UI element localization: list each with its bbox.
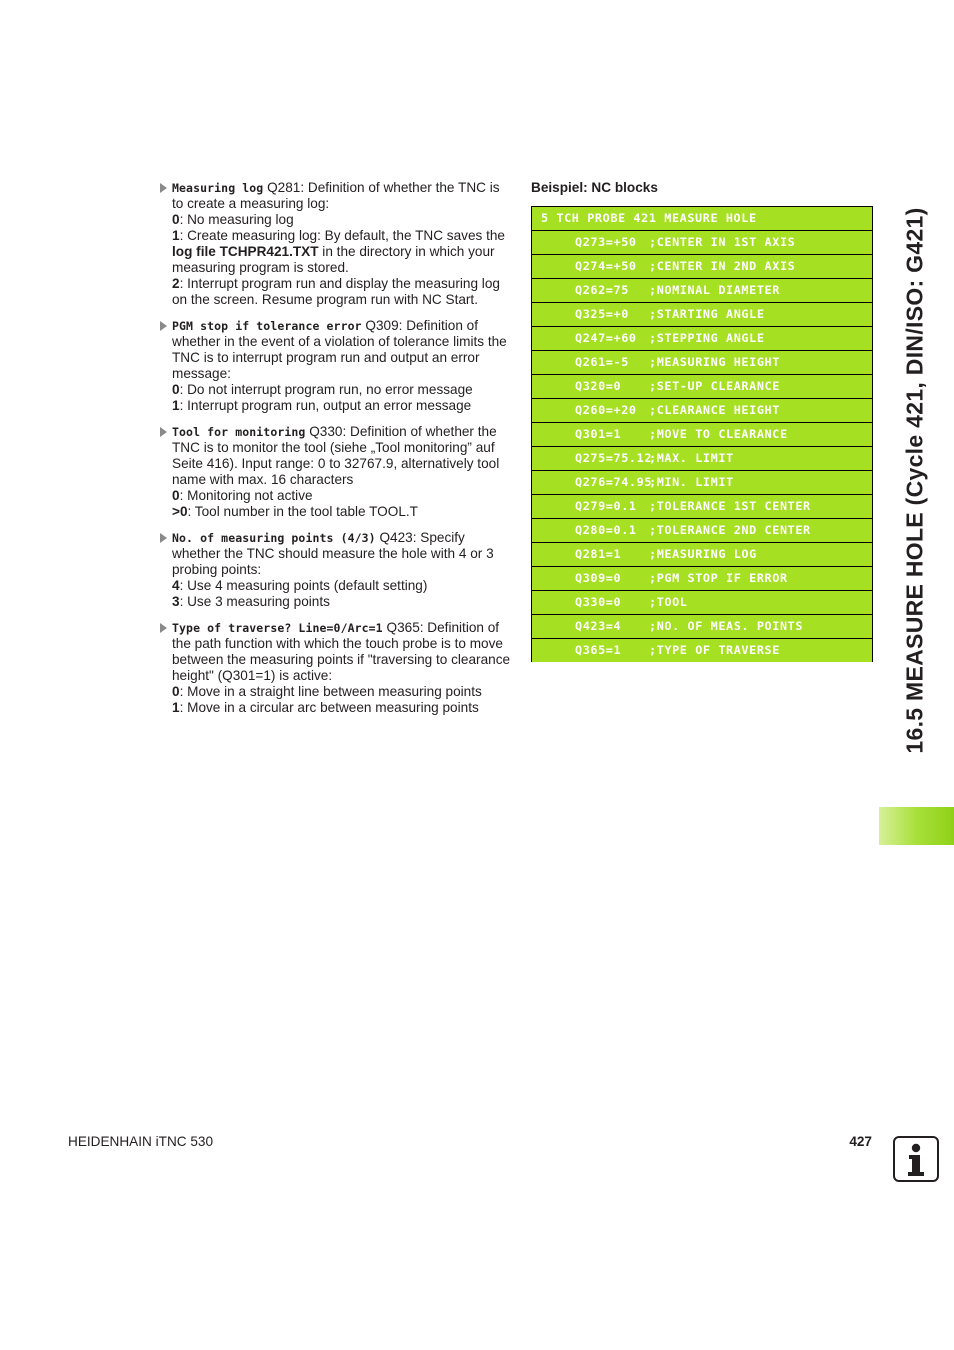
parameter-option: [172, 488, 514, 504]
option-key: 1: [172, 398, 180, 413]
option-text: : Move in a circular arc between measuring points: [179, 700, 479, 715]
nc-comment: ;MAX. LIMIT: [649, 451, 734, 465]
nc-parameter: Q423=4: [575, 619, 622, 633]
option-key: 0: [172, 488, 180, 503]
parameter-description: Q281: Definition of whether the TNC is to create a measuring log:: [172, 180, 500, 211]
parameter-item: [158, 180, 514, 308]
option-key: 0: [172, 212, 180, 227]
nc-block-line: [532, 543, 872, 566]
parameter-option: [172, 504, 514, 520]
nc-parameter: Q301=1: [575, 427, 622, 441]
option-key: 0: [172, 382, 180, 397]
option-text: : Create measuring log: By default, the TNC saves the: [179, 228, 505, 243]
option-text: : Tool number in the tool table TOOL.T: [187, 504, 418, 519]
nc-comment: ;TOLERANCE 1ST CENTER: [649, 499, 811, 513]
parameter-description: Q423: Specify whether the TNC should measure the hole with 4 or 3 probing points:: [172, 530, 494, 577]
nc-comment: ;TYPE OF TRAVERSE: [649, 643, 780, 657]
nc-parameter: Q274=+50: [575, 259, 637, 273]
parameter-option: [172, 212, 514, 228]
option-text-tail: in the directory in which your measuring program is stored.: [172, 244, 495, 275]
parameter-list: [158, 180, 514, 726]
parameter-option: [172, 594, 514, 610]
triangle-right-icon: [160, 321, 167, 331]
nc-parameter: Q262=75: [575, 283, 629, 297]
nc-block-line: [532, 495, 872, 518]
parameter-code: Measuring log: [172, 181, 264, 195]
parameter-option: [172, 578, 514, 594]
nc-block-line: [532, 591, 872, 614]
parameter-code: No. of measuring points (4/3): [172, 531, 376, 545]
nc-parameter: Q260=+20: [575, 403, 637, 417]
parameter-description: Q330: Definition of whether the TNC is to monitor the tool (siehe „Tool monitoring” auf Seite 416). Input range: 0 to 32767.9, alternatively tool name with max. 16 characters: [172, 424, 500, 487]
nc-comment: ;CLEARANCE HEIGHT: [649, 403, 780, 417]
nc-block-line: [532, 375, 872, 398]
chapter-tab: [879, 807, 954, 845]
nc-comment: ;CENTER IN 1ST AXIS: [649, 235, 796, 249]
parameter-option: [172, 228, 514, 276]
option-key: 1: [172, 228, 180, 243]
nc-block-line: [532, 231, 872, 254]
option-key: 3: [172, 594, 180, 609]
nc-parameter: Q247=+60: [575, 331, 637, 345]
nc-parameter: Q261=-5: [575, 355, 629, 369]
nc-comment: ;NO. OF MEAS. POINTS: [649, 619, 804, 633]
nc-block-line: [532, 447, 872, 470]
parameter-item: [158, 530, 514, 610]
page-number: 427: [849, 1134, 872, 1149]
option-key: 1: [172, 700, 180, 715]
option-text: : Move in a straight line between measuring points: [179, 684, 482, 699]
option-text: : Use 3 measuring points: [179, 594, 330, 609]
parameter-item: [158, 620, 514, 716]
nc-parameter: Q275=75.12: [575, 451, 653, 465]
nc-block-line: [532, 615, 872, 638]
nc-parameter: Q280=0.1: [575, 523, 637, 537]
nc-comment: ;MOVE TO CLEARANCE: [649, 427, 788, 441]
nc-block-line: [532, 567, 872, 590]
parameter-description: Q309: Definition of whether in the event of a violation of tolerance limits the TNC is to interrupt program run and output an error message:: [172, 318, 507, 381]
parameter-description: Q365: Definition of the path function with which the touch probe is to move between the measuring points if "traversing to clearance height" (Q301=1) is active:: [172, 620, 511, 683]
example-title: Beispiel: NC blocks: [531, 180, 658, 195]
nc-block-line: [532, 423, 872, 446]
option-text: : Use 4 measuring points (default setting): [179, 578, 428, 593]
nc-comment: ;TOOL: [649, 595, 688, 609]
parameter-item: [158, 424, 514, 520]
parameter-option: [172, 700, 514, 716]
nc-comment: ;TOLERANCE 2ND CENTER: [649, 523, 811, 537]
nc-block-list: [531, 206, 873, 662]
triangle-right-icon: [160, 427, 167, 437]
nc-parameter: Q309=0: [575, 571, 622, 585]
option-key: >0: [172, 504, 188, 519]
triangle-right-icon: [160, 533, 167, 543]
option-key: 2: [172, 276, 180, 291]
option-emphasis: log file TCHPR421.TXT: [172, 244, 319, 259]
option-text: : Monitoring not active: [179, 488, 313, 503]
option-text: : Do not interrupt program run, no error message: [179, 382, 473, 397]
info-glyph: [895, 1138, 937, 1180]
nc-block-line: [532, 303, 872, 326]
nc-block-line: [532, 255, 872, 278]
nc-comment: ;MEASURING LOG: [649, 547, 757, 561]
side-title: [880, 180, 950, 780]
nc-comment: ;CENTER IN 2ND AXIS: [649, 259, 796, 273]
nc-comment: ;MEASURING HEIGHT: [649, 355, 780, 369]
nc-comment: ;MIN. LIMIT: [649, 475, 734, 489]
parameter-code: Tool for monitoring: [172, 425, 306, 439]
side-title-text: 16.5 MEASURE HOLE (Cycle 421, DIN/ISO: G421): [901, 206, 928, 754]
example-section: [531, 180, 873, 663]
option-key: 4: [172, 578, 180, 593]
nc-block-line: [532, 399, 872, 422]
option-text: : Interrupt program run, output an error message: [179, 398, 472, 413]
nc-comment: ;STEPPING ANGLE: [649, 331, 765, 345]
nc-block-line: [532, 471, 872, 494]
nc-comment: ;PGM STOP IF ERROR: [649, 571, 788, 585]
triangle-right-icon: [160, 623, 167, 633]
parameter-item: [158, 318, 514, 414]
triangle-right-icon: [160, 183, 167, 193]
parameter-code: Type of traverse? Line=0/Arc=1: [172, 621, 383, 635]
parameter-code: PGM stop if tolerance error: [172, 319, 362, 333]
parameter-option: [172, 276, 514, 308]
option-text: : Interrupt program run and display the measuring log on the screen. Resume program run with NC Start.: [172, 276, 500, 307]
parameter-option: [172, 382, 514, 398]
nc-parameter: Q281=1: [575, 547, 622, 561]
nc-block-line: [532, 519, 872, 542]
nc-parameter: Q276=74.95: [575, 475, 653, 489]
option-text: : No measuring log: [179, 212, 294, 227]
info-icon: [893, 1136, 939, 1182]
nc-comment: ;STARTING ANGLE: [649, 307, 765, 321]
nc-parameter: Q320=0: [575, 379, 622, 393]
nc-parameter: Q325=+0: [575, 307, 629, 321]
nc-parameter: Q279=0.1: [575, 499, 637, 513]
nc-block-header: 5 TCH PROBE 421 MEASURE HOLE: [532, 207, 872, 230]
nc-block-line: [532, 639, 872, 662]
nc-comment: ;NOMINAL DIAMETER: [649, 283, 780, 297]
nc-parameter: Q330=0: [575, 595, 622, 609]
nc-parameter: Q273=+50: [575, 235, 637, 249]
parameter-option: [172, 684, 514, 700]
nc-block-line: [532, 279, 872, 302]
option-key: 0: [172, 684, 180, 699]
parameter-option: [172, 398, 514, 414]
nc-parameter: Q365=1: [575, 643, 622, 657]
nc-block-line: [532, 327, 872, 350]
footer-product: HEIDENHAIN iTNC 530: [68, 1134, 214, 1149]
nc-comment: ;SET-UP CLEARANCE: [649, 379, 780, 393]
nc-block-line: [532, 351, 872, 374]
